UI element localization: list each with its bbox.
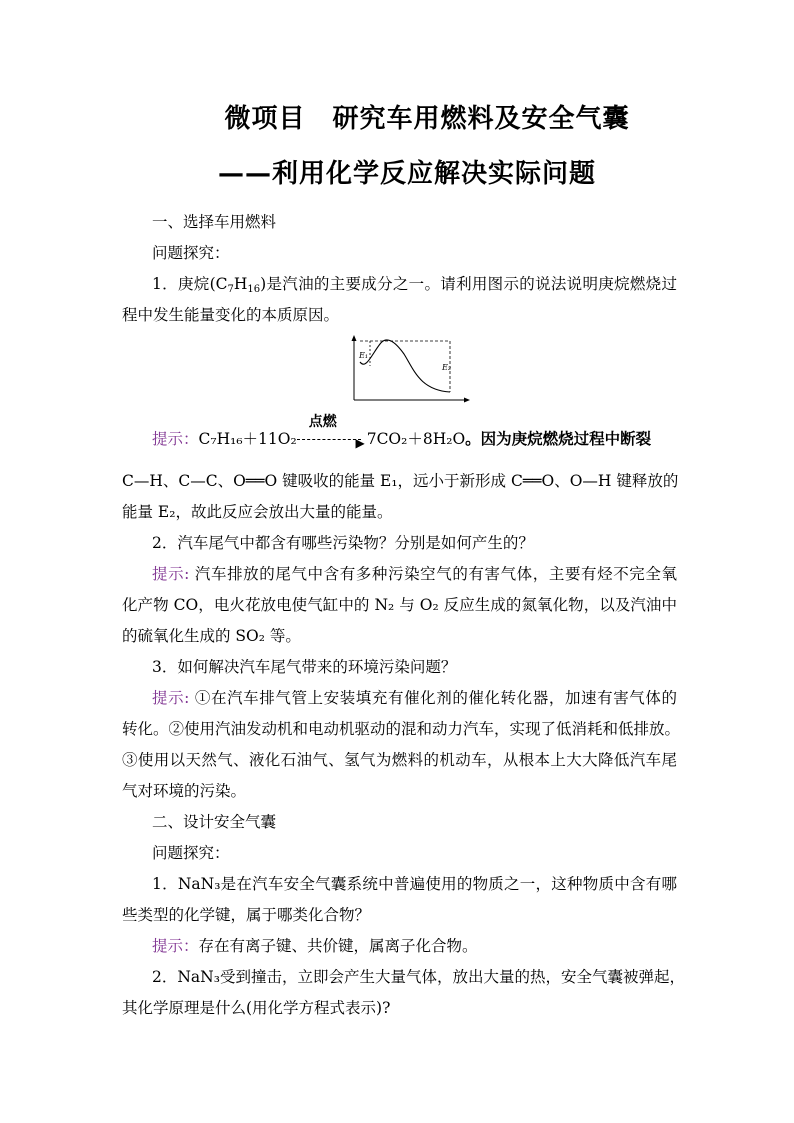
section-2-explore-label: 问题探究： bbox=[152, 844, 230, 862]
hint-label: 提示： bbox=[152, 430, 199, 448]
e1-label: E₁ bbox=[359, 351, 369, 360]
answer-3-line-2: 转化。②使用汽油发动机和电动机驱动的混和动力汽车，实现了低消耗和低排放。 bbox=[122, 720, 681, 738]
answer-2-line-3: 的硫氧化生成的 SO₂ 等。 bbox=[122, 627, 301, 645]
reaction-arrow: 点燃 ▶ bbox=[297, 430, 361, 450]
section-1-explore-label: 问题探究： bbox=[152, 244, 230, 262]
answer-1-line-3: 能量 E₂，故此反应会放出大量的能量。 bbox=[122, 503, 393, 521]
question-2: 2．汽车尾气中都含有哪些污染物？分别是如何产生的？ bbox=[152, 534, 534, 552]
question-1-line-1: 1．庚烷$(C_7H_{16})$是汽油的主要成分之一。请利用图示的说法说明庚烷燃烧过 bbox=[152, 275, 677, 295]
hint-label: 提示: bbox=[152, 689, 190, 707]
hint-label: 提示： bbox=[152, 937, 199, 955]
document-title-line-1: 微项目 研究车用燃料及安全气囊 bbox=[224, 104, 630, 134]
answer-1-line-1: 提示：C₇H₁₆＋11O₂ 点燃 ▶ 7CO₂＋8H₂O。因为庚烷燃烧过程中断裂 bbox=[152, 414, 652, 450]
document-title-line-2: ——利用化学反应解决实际问题 bbox=[217, 159, 596, 189]
energy-curve bbox=[360, 340, 450, 392]
answer-2-line-1: 提示: 汽车排放的尾气中含有多种污染空气的有害气体，主要有烃不完全氧 bbox=[152, 565, 677, 583]
question-1-line-2: 程中发生能量变化的本质原因。 bbox=[122, 306, 340, 324]
section-2-question-1-line-1: 1．NaN₃是在汽车安全气囊系统中普遍使用的物质之一，这种物质中含有哪 bbox=[152, 875, 677, 893]
section-2-question-2-line-2: 其化学原理是什么(用化学方程式表示)? bbox=[122, 999, 391, 1017]
answer-3-line-3: ③使用以天然气、液化石油气、氢气为燃料的机动车，从根本上大大降低汽车尾 bbox=[122, 751, 677, 769]
section-2-answer-1: 提示：存在有离子键、共价键，属离子化合物。 bbox=[152, 937, 478, 955]
e2-label: E₂ bbox=[442, 363, 452, 372]
energy-diagram bbox=[346, 334, 472, 404]
section-2-heading: 二、设计安全气囊 bbox=[152, 813, 277, 831]
question-3: 3．如何解决汽车尾气带来的环境污染问题？ bbox=[152, 658, 457, 676]
section-1-heading: 一、选择车用燃料 bbox=[152, 213, 277, 231]
answer-2-line-2: 化产物 CO，电火花放电使气缸中的 N₂ 与 O₂ 反应生成的氮氧化物，以及汽油中 bbox=[122, 596, 677, 614]
answer-3-line-1: 提示: ①在汽车排气管上安装填充有催化剂的催化转化器，加速有害气体的 bbox=[152, 689, 677, 707]
section-2-question-2-line-1: 2．NaN₃受到撞击，立即会产生大量气体，放出大量的热，安全气囊被弹起， bbox=[152, 968, 685, 986]
hint-label: 提示: bbox=[152, 565, 190, 583]
answer-1-line-2: C—H、C—C、O══O 键吸收的能量 E₁，远小于新形成 C══O、O—H 键释放的 bbox=[122, 472, 679, 490]
section-2-question-1-line-2: 些类型的化学键，属于哪类化合物？ bbox=[122, 906, 371, 924]
answer-3-line-4: 气对环境的污染。 bbox=[122, 782, 247, 800]
